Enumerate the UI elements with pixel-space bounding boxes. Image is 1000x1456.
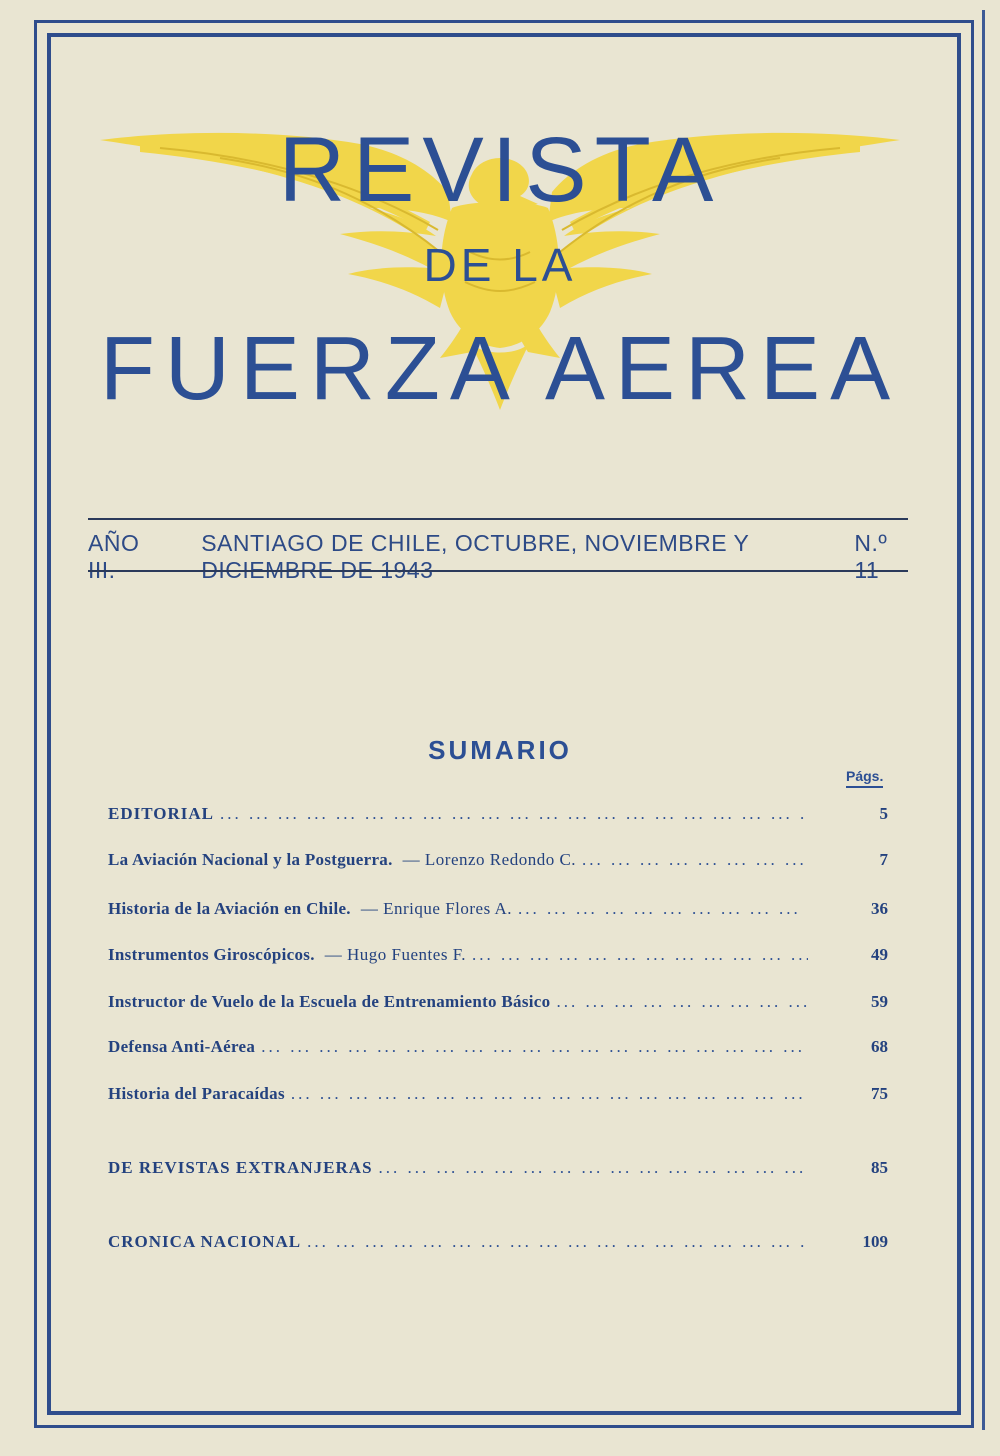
toc-entry[interactable] (108, 1158, 888, 1188)
toc-leader-dots (518, 899, 808, 919)
masthead-place-date: SANTIAGO DE CHILE, OCTUBRE, NOVIEMBRE Y DICIEMBRE DE 1943 (201, 530, 749, 583)
toc-leader-dots (472, 945, 808, 965)
toc-entry[interactable] (108, 899, 888, 929)
toc-leader-dots (220, 804, 808, 824)
toc-entry-page: 75 (871, 1084, 888, 1103)
masthead (88, 530, 908, 584)
toc-entry-page: 5 (879, 804, 888, 823)
toc-entry[interactable] (108, 945, 888, 975)
toc-entry-title: DE REVISTAS EXTRANJERAS (108, 1158, 373, 1177)
toc-entry-page: 59 (871, 992, 888, 1011)
toc-entry-title: Historia del Paracaídas (108, 1084, 285, 1103)
toc-entry-title: Instructor de Vuelo de la Escuela de Entrenamiento Básico (108, 992, 551, 1011)
toc-entry-author: — Hugo Fuentes F. (324, 945, 467, 964)
toc-leader-dots (261, 1037, 808, 1057)
title-fuerza-aerea: FUERZA AEREA (99, 319, 901, 419)
toc-entry-title: Historia de la Aviación en Chile. (108, 899, 351, 918)
toc-entry[interactable] (108, 1232, 888, 1262)
masthead-rule-bottom (88, 570, 908, 572)
toc-entry-page: 109 (862, 1232, 888, 1251)
toc-leader-dots (291, 1084, 808, 1104)
binding-edge (982, 10, 985, 1430)
toc-entry-title: Defensa Anti-Aérea (108, 1037, 256, 1056)
toc-leader-dots (307, 1232, 808, 1252)
toc-entry-author: — Lorenzo Redondo C. (402, 850, 577, 869)
toc-entry-page: 85 (871, 1158, 888, 1177)
title-de-la: DE LA (423, 239, 577, 291)
toc-entry-title: CRONICA NACIONAL (108, 1232, 302, 1251)
toc-entry-author: — Enrique Flores A. (360, 899, 513, 918)
masthead-issue-number: N.º 11 (854, 530, 888, 583)
pages-label: Págs. (846, 768, 883, 788)
toc-entry[interactable] (108, 1037, 888, 1067)
toc-entry-page: 36 (871, 899, 888, 918)
toc-entry[interactable] (108, 804, 888, 834)
toc-entry-title: EDITORIAL (108, 804, 214, 823)
toc-entry-page: 49 (871, 945, 888, 964)
toc-entry-page: 7 (879, 850, 888, 869)
toc-entry-title: Instrumentos Giroscópicos. (108, 945, 315, 964)
toc-leader-dots (556, 992, 808, 1012)
title-revista: REVISTA (278, 119, 722, 221)
toc-entry-page: 68 (871, 1037, 888, 1056)
toc-entry[interactable] (108, 992, 888, 1022)
sumario-heading: SUMARIO (428, 735, 572, 765)
masthead-year: AÑO III. (88, 530, 140, 583)
toc-leader-dots (582, 850, 808, 870)
masthead-rule-top (88, 518, 908, 520)
toc-entry[interactable] (108, 1084, 888, 1114)
toc-entry-title: La Aviación Nacional y la Postguerra. (108, 850, 393, 869)
toc-leader-dots (379, 1158, 808, 1178)
toc-entry[interactable] (108, 850, 888, 880)
